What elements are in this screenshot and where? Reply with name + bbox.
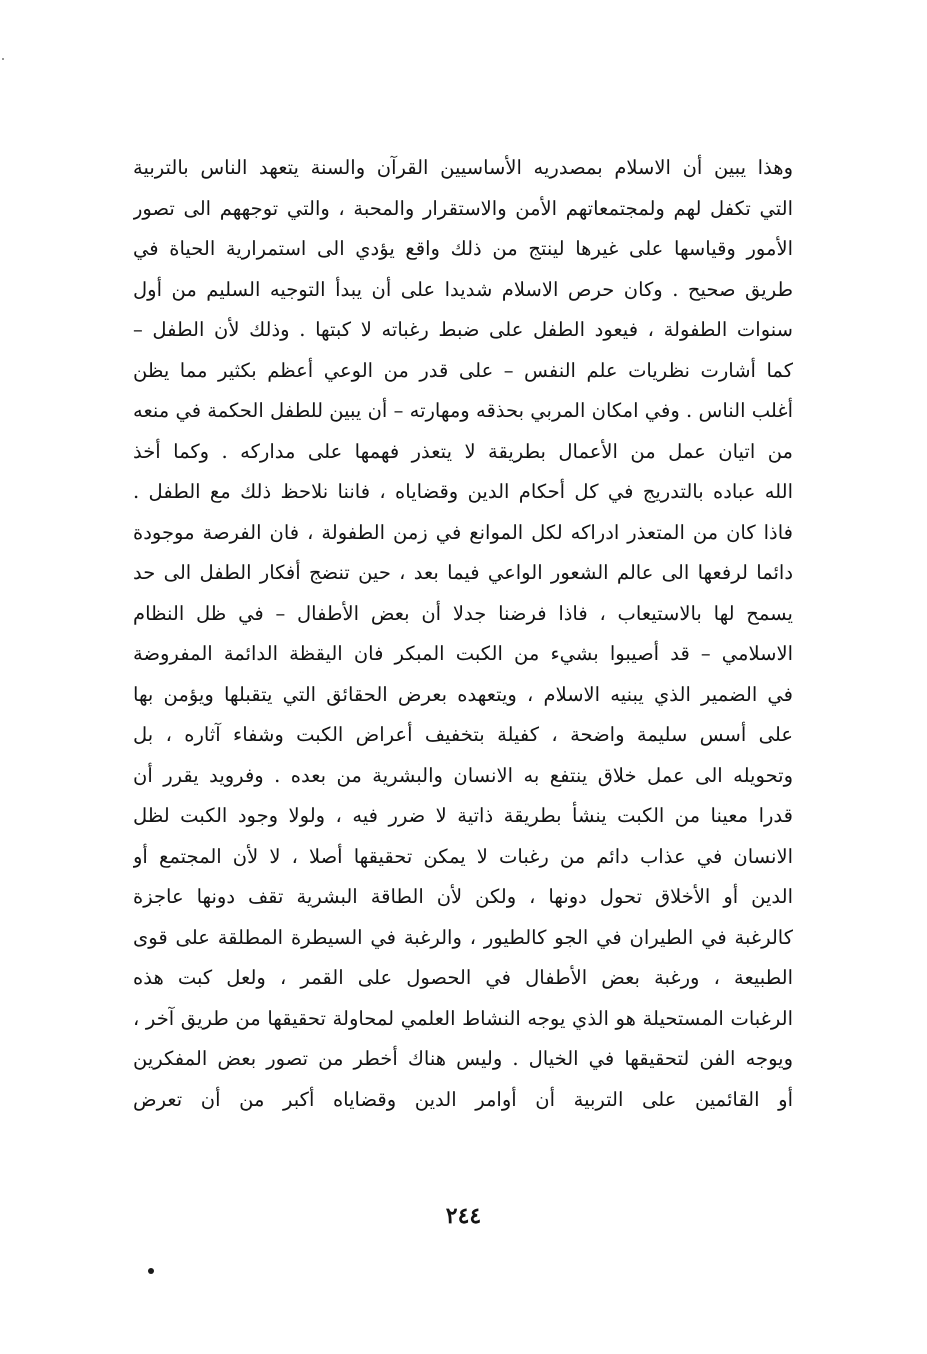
text-line: من اتيان عمل من الأعمال بطريقة لا يتعذر فهمها على مداركه . وكما أخذ xyxy=(133,439,793,463)
text-line: الاسلامي – قد أصيبوا بشيء من الكبت المبكر فان اليقظة الدائمة المفروضة xyxy=(133,642,793,665)
text-line: كالرغبة في الطيران في الجو كالطيور ، والرغبة في السيطرة المطلقة على قوى xyxy=(133,925,793,949)
text-line: التي تكفل لهم ولمجتمعاتهم الأمن والاستقرار والمحبة ، والتي توجههم الى تصور xyxy=(133,196,793,220)
text-line: وتحويله الى عمل خلاق ينتفع به الانسان والبشرية من بعده . وفرويد يقرر أن xyxy=(133,763,793,787)
text-line: يسمح لها بالاستيعاب ، فاذا فرضنا جدلا أن بعض الأطفال – في ظل النظام xyxy=(133,601,793,625)
text-line: وهذا يبين أن الاسلام بمصدريه الأساسيين القرآن والسنة يتعهد الناس بالتربية xyxy=(133,156,793,179)
text-line: فاذا كان من المتعذر ادراكه لكل الموانع في زمن الطفولة ، فان الفرصة موجودة xyxy=(133,520,793,544)
text-line: الانسان في عذاب دائم من رغبات لا يمكن تحقيقها أصلا ، لا لأن المجتمع أو xyxy=(133,844,793,868)
text-line: أغلب الناس . وفي امكان المربي بحذقه ومهارته – أن يبين للطفل الحكمة في منعه xyxy=(133,399,793,422)
text-line: أو القائمين على التربية أن أوامر الدين وقضاياه أكبر من أن تعرض xyxy=(133,1087,793,1111)
text-line: طريق صحيح . وكان حرص الاسلام شديدا على أن يبدأ التوجيه السليم من أول xyxy=(133,277,793,301)
text-line: الدين أو الأخلاق تحول دونها ، ولكن لأن الطاقة البشرية تقف دونها عاجزة xyxy=(133,885,793,908)
text-line: دائما لرفعها الى عالم الشعور الواعي فيما بعد ، حين تنضج أفكار الطفل الى حد xyxy=(133,561,793,584)
page-number: ٢٤٤ xyxy=(445,1203,482,1229)
text-line: في الضمير الذي يبنيه الاسلام ، ويتعهده بعرض الحقائق التي يتقبلها ويؤمن بها xyxy=(133,682,793,706)
text-line: الأمور وقياسها على غيرها لينتج من ذلك واقع يؤدي الى استمرارية الحياة في xyxy=(133,237,793,260)
body-text xyxy=(133,148,793,1120)
text-line: سنوات الطفولة ، فيعود الطفل على ضبط رغباته لا كبتها . وذلك لأن الطفل – xyxy=(133,318,793,341)
text-line: قدرا معينا من الكبت ينشأ بطريقة ذاتية لا ضرر فيه ، ولولا وجود الكبت لظل xyxy=(133,804,793,827)
text-line: على أسس سليمة واضحة ، كفيلة بتخفيف أعراض الكبت وشفاء آثاره ، بل xyxy=(133,723,793,746)
text-line: الله عباده بالتدريج في كل أحكام الدين وقضاياه ، فاننا نلاحظ ذلك مع الطفل . xyxy=(133,480,793,503)
scan-speck xyxy=(2,58,4,60)
text-line: كما أشارت نظريات علم النفس – على قدر من الوعي أعظم بكثير مما يظن xyxy=(133,358,793,382)
scan-speck xyxy=(148,1268,154,1274)
text-line: الرغبات المستحيلة هو الذي يوجه النشاط العلمي لمحاولة تحقيقها من طريق آخر ، xyxy=(133,1006,793,1030)
text-line: ويوجه الفن لتحقيقها في الخيال . وليس هناك أخطر من تصور بعض المفكرين xyxy=(133,1047,793,1070)
text-line: الطبيعة ، ورغبة بعض الأطفال في الحصول على القمر ، ولعل كبت هذه xyxy=(133,966,793,989)
